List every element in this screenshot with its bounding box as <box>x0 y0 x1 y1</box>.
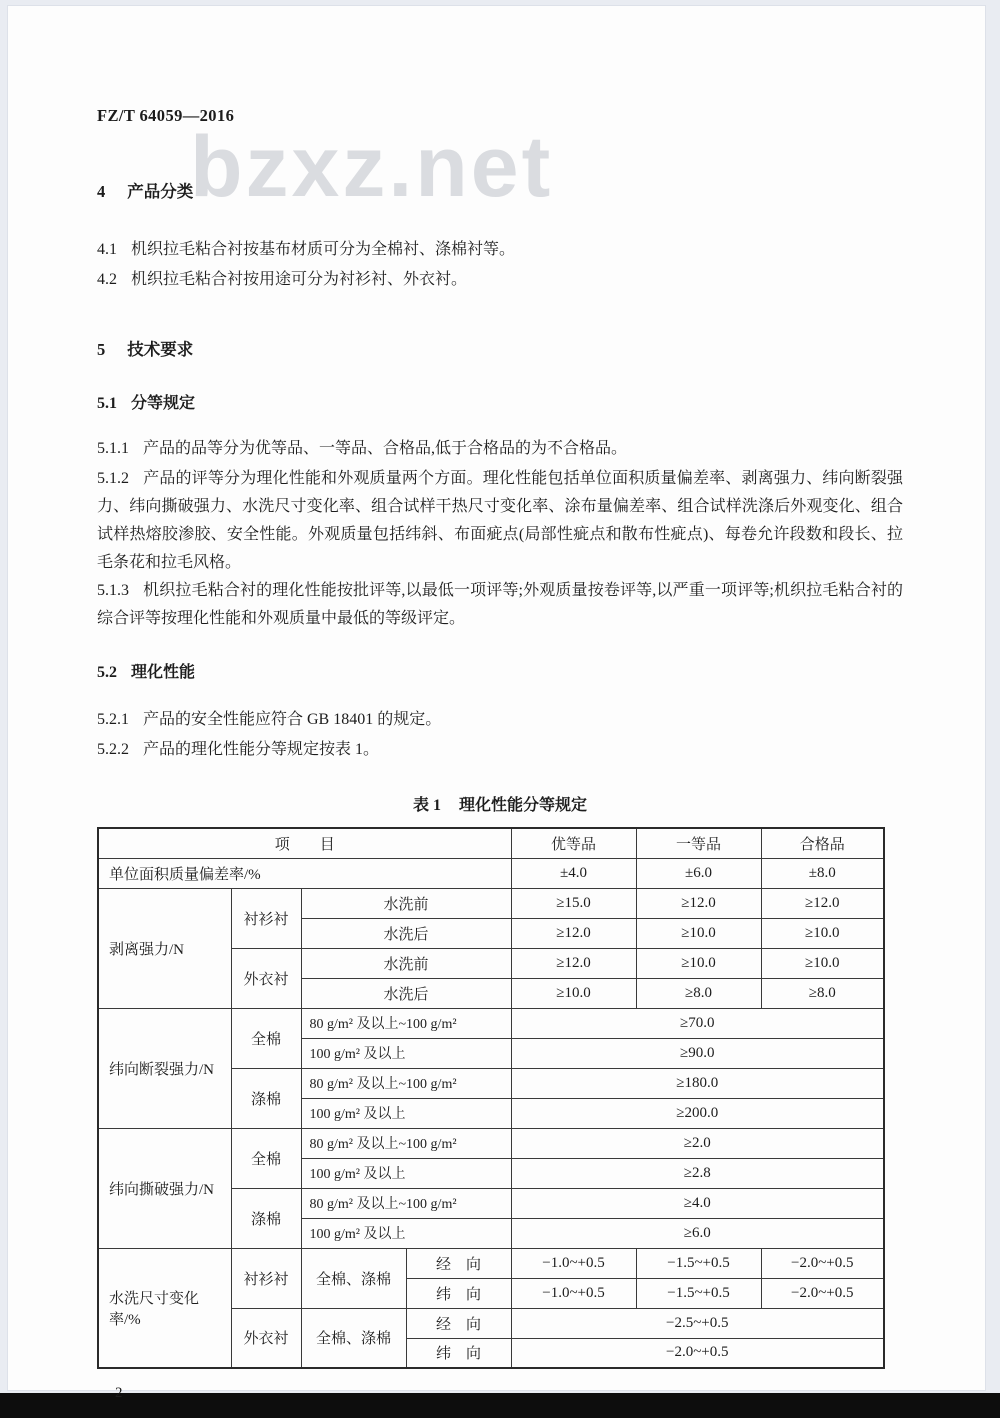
table-cell: ±4.0 <box>511 858 636 888</box>
table-cell: ≥8.0 <box>761 978 884 1008</box>
section-5-1-heading <box>97 390 903 413</box>
table-cell: ≥15.0 <box>511 888 636 918</box>
section-number: 5.1 <box>97 395 117 412</box>
clause-text: 机织拉毛粘合衬按基布材质可分为全棉衬、涤棉衬等。 <box>131 241 516 258</box>
table-cell: 涤棉 <box>231 1068 301 1128</box>
clause-5-2-1 <box>97 706 903 734</box>
table-cell: 经 向 <box>406 1248 511 1278</box>
clause-number: 4.1 <box>97 241 117 258</box>
table-cell: ≥8.0 <box>636 978 761 1008</box>
section-number: 5.2 <box>97 664 117 681</box>
page-content <box>8 6 985 1402</box>
table-cell: 100 g/m² 及以上 <box>301 1158 511 1188</box>
table-cell: ≥12.0 <box>636 888 761 918</box>
watermark-text: bzxz.net <box>190 119 554 215</box>
table-cell: ≥180.0 <box>511 1068 884 1098</box>
clause-5-1-2 <box>97 465 903 577</box>
table-row <box>98 1128 884 1158</box>
table-cell: ±8.0 <box>761 858 884 888</box>
section-4-heading <box>97 178 903 202</box>
table-cell: ±6.0 <box>636 858 761 888</box>
table-cell: 合格品 <box>761 828 884 858</box>
clause-4-1 <box>97 236 903 264</box>
table-cell: 全棉 <box>231 1008 301 1068</box>
section-number: 5 <box>97 340 106 359</box>
table-cell: ≥90.0 <box>511 1038 884 1068</box>
table-cell: 纬向撕破强力/N <box>98 1128 231 1248</box>
table-cell: −2.5~+0.5 <box>511 1308 884 1338</box>
table-cell: 80 g/m² 及以上~100 g/m² <box>301 1188 511 1218</box>
clause-text: 产品的品等分为优等品、一等品、合格品,低于合格品的为不合格品。 <box>143 440 628 457</box>
clause-number: 5.1.2 <box>97 470 129 487</box>
table-cell: 80 g/m² 及以上~100 g/m² <box>301 1068 511 1098</box>
document-page <box>8 6 985 1401</box>
table-cell: 纬 向 <box>406 1338 511 1368</box>
table-cell: 水洗后 <box>301 918 511 948</box>
table-cell: ≥12.0 <box>511 918 636 948</box>
table-cell: −2.0~+0.5 <box>761 1248 884 1278</box>
spec-table <box>97 827 885 1369</box>
clause-number: 5.2.2 <box>97 741 129 758</box>
table-cell: 纬向断裂强力/N <box>98 1008 231 1128</box>
table-cell: −1.0~+0.5 <box>511 1248 636 1278</box>
table-cell: 水洗前 <box>301 948 511 978</box>
table-cell: 衬衫衬 <box>231 1248 301 1308</box>
clause-number: 4.2 <box>97 271 117 288</box>
table-cell: 100 g/m² 及以上 <box>301 1098 511 1128</box>
table-cell: 水洗前 <box>301 888 511 918</box>
section-number: 4 <box>97 182 106 201</box>
section-title: 理化性能 <box>131 664 196 681</box>
table-cell: 经 向 <box>406 1308 511 1338</box>
table-cell: ≥200.0 <box>511 1098 884 1128</box>
table-cell: ≥10.0 <box>761 918 884 948</box>
table-cell: ≥12.0 <box>761 888 884 918</box>
section-title: 技术要求 <box>127 340 194 359</box>
table-cell: ≥10.0 <box>761 948 884 978</box>
table-cell: 涤棉 <box>231 1188 301 1248</box>
clause-text: 产品的安全性能应符合 GB 18401 的规定。 <box>143 711 442 728</box>
clause-5-1-3 <box>97 577 903 633</box>
table-cell: 项 目 <box>98 828 511 858</box>
table-cell: 100 g/m² 及以上 <box>301 1038 511 1068</box>
table-cell: 衬衫衬 <box>231 888 301 948</box>
table-cell: 全棉、涤棉 <box>301 1248 406 1308</box>
table-cell: 80 g/m² 及以上~100 g/m² <box>301 1008 511 1038</box>
section-5-2-heading <box>97 659 903 682</box>
table-cell: 全棉 <box>231 1128 301 1188</box>
clause-text: 产品的评等分为理化性能和外观质量两个方面。理化性能包括单位面积质量偏差率、剥离强力、纬向断裂强力、纬向撕破强力、水洗尺寸变化率、组合试样干热尺寸变化率、涂布量偏差率、组合试样洗涤后外观变化、组合试样热熔胶渗胶、安全性能。外观质量包括纬斜、布面疵点(局部性疵点和散布性疵点)、每卷允许段数和段长、拉毛条花和拉毛风格。 <box>97 470 903 571</box>
standard-code: FZ/T 64059—2016 <box>97 106 235 125</box>
table-row <box>98 858 884 888</box>
clause-number: 5.2.1 <box>97 711 129 728</box>
table-row <box>98 888 884 918</box>
table-cell: 一等品 <box>636 828 761 858</box>
table-cell: ≥10.0 <box>636 948 761 978</box>
table-cell: ≥2.0 <box>511 1128 884 1158</box>
table-cell: ≥6.0 <box>511 1218 884 1248</box>
page-number: 2 <box>115 1385 123 1401</box>
table-cell: 优等品 <box>511 828 636 858</box>
table-cell: 外衣衬 <box>231 948 301 1008</box>
table-cell: ≥10.0 <box>636 918 761 948</box>
table-cell: 外衣衬 <box>231 1308 301 1368</box>
table-cell: ≥70.0 <box>511 1008 884 1038</box>
clause-4-2 <box>97 266 903 294</box>
clause-text: 产品的理化性能分等规定按表 1。 <box>143 741 380 758</box>
clause-text: 机织拉毛粘合衬的理化性能按批评等,以最低一项评等;外观质量按卷评等,以严重一项评等;机织拉毛粘合衬的综合评等按理化性能和外观质量中最低的等级评定。 <box>97 582 903 627</box>
table-cell: 水洗尺寸变化率/% <box>98 1248 231 1368</box>
clause-number: 5.1.3 <box>97 582 129 599</box>
table-cell: −2.0~+0.5 <box>511 1338 884 1368</box>
clause-text: 机织拉毛粘合衬按用途可分为衬衫衬、外衣衬。 <box>131 271 468 288</box>
table-cell: ≥10.0 <box>511 978 636 1008</box>
table-cell: 纬 向 <box>406 1278 511 1308</box>
table-cell: 单位面积质量偏差率/% <box>98 858 511 888</box>
clause-number: 5.1.1 <box>97 440 129 457</box>
table-cell: −1.5~+0.5 <box>636 1248 761 1278</box>
table-cell: ≥2.8 <box>511 1158 884 1188</box>
table-cell: 全棉、涤棉 <box>301 1308 406 1368</box>
section-5-heading <box>97 336 903 360</box>
table-cell: −2.0~+0.5 <box>761 1278 884 1308</box>
table-cell: −1.5~+0.5 <box>636 1278 761 1308</box>
table-cell: −1.0~+0.5 <box>511 1278 636 1308</box>
table-row <box>98 1248 884 1278</box>
clause-5-1-1 <box>97 435 903 463</box>
table-cell: 80 g/m² 及以上~100 g/m² <box>301 1128 511 1158</box>
table-caption-label: 表 1 <box>412 797 441 814</box>
table-cell: 100 g/m² 及以上 <box>301 1218 511 1248</box>
table-caption-title: 理化性能分等规定 <box>459 797 588 814</box>
table-caption <box>97 792 903 815</box>
table-row <box>98 828 884 858</box>
section-title: 产品分类 <box>127 182 194 201</box>
table-cell: 剥离强力/N <box>98 888 231 1008</box>
table-cell: 水洗后 <box>301 978 511 1008</box>
table-cell: ≥12.0 <box>511 948 636 978</box>
table-cell: ≥4.0 <box>511 1188 884 1218</box>
clause-5-2-2 <box>97 736 903 764</box>
section-title: 分等规定 <box>131 395 196 412</box>
table-row <box>98 1008 884 1038</box>
